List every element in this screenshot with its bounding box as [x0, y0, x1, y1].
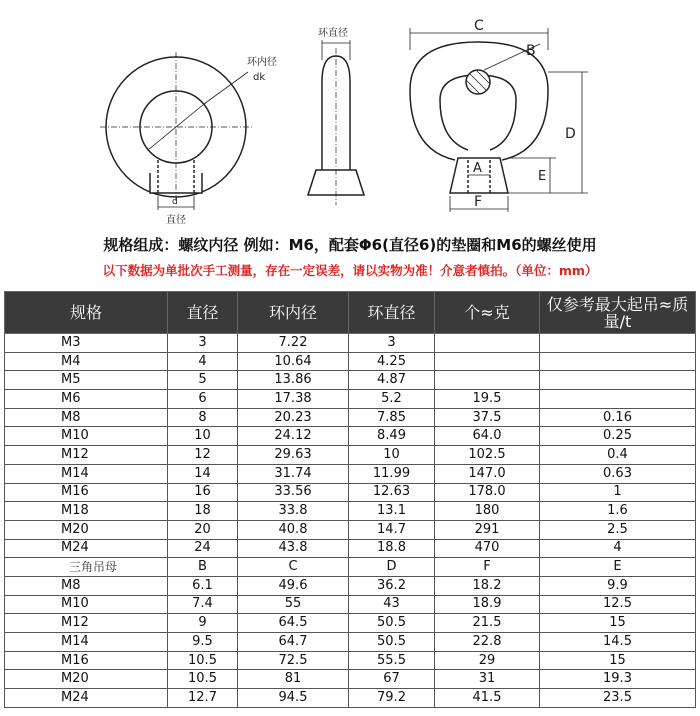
- dk-label: dk: [253, 72, 266, 83]
- table-cell: 14.7: [349, 520, 435, 539]
- table-cell: M18: [5, 502, 168, 521]
- table-cell: 6: [168, 390, 238, 409]
- table-cell: 55.5: [349, 651, 435, 670]
- table-cell: 43: [349, 595, 435, 614]
- table-body: [5, 334, 696, 708]
- table-cell: 10.5: [168, 670, 238, 689]
- table-cell: 14: [168, 464, 238, 483]
- table-cell: 291: [435, 520, 540, 539]
- table-cell: 16: [168, 483, 238, 502]
- table-cell: 12.5: [540, 595, 696, 614]
- table-cell: [540, 334, 696, 353]
- table-row: [5, 576, 696, 595]
- dim-e-label: E: [538, 169, 547, 184]
- header-spec: 规格: [5, 292, 168, 334]
- table-cell: M14: [5, 633, 168, 652]
- header-diameter: 直径: [168, 292, 238, 334]
- table-cell: M8: [5, 576, 168, 595]
- table-cell: M8: [5, 408, 168, 427]
- table-cell: 94.5: [238, 689, 349, 708]
- table-cell: 40.8: [238, 520, 349, 539]
- table-cell: 10: [168, 427, 238, 446]
- d-label: d: [172, 197, 178, 207]
- table-cell: 9.9: [540, 576, 696, 595]
- table-cell: 64.5: [238, 614, 349, 633]
- table-cell: 50.5: [349, 614, 435, 633]
- table-cell: 37.5: [435, 408, 540, 427]
- table-cell: 8.49: [349, 427, 435, 446]
- table-cell: 9.5: [168, 633, 238, 652]
- table-row: [5, 520, 696, 539]
- table-row: [5, 483, 696, 502]
- table-cell: 12.63: [349, 483, 435, 502]
- eye-nut-technical-drawing: [0, 0, 700, 232]
- dim-d-label: D: [565, 126, 576, 142]
- table-cell: 29: [435, 651, 540, 670]
- table-cell: 180: [435, 502, 540, 521]
- table-cell: 1.6: [540, 502, 696, 521]
- table-cell: 55: [238, 595, 349, 614]
- diameter-label: 直径: [166, 215, 186, 226]
- table-cell: 7.85: [349, 408, 435, 427]
- table-cell: 41.5: [435, 689, 540, 708]
- table-cell: [435, 352, 540, 371]
- table-cell: M10: [5, 427, 168, 446]
- table-cell: 64.7: [238, 633, 349, 652]
- table-cell: 0.4: [540, 446, 696, 465]
- table-row: [5, 464, 696, 483]
- table-cell: 10.64: [238, 352, 349, 371]
- table-cell: 18.2: [435, 576, 540, 595]
- triangle-subheader-row: [5, 558, 696, 577]
- table-cell: 33.56: [238, 483, 349, 502]
- table-cell: 17.38: [238, 390, 349, 409]
- table-row: [5, 614, 696, 633]
- table-row: [5, 633, 696, 652]
- table-cell: B: [168, 558, 238, 577]
- table-cell: 147.0: [435, 464, 540, 483]
- table-cell: 178.0: [435, 483, 540, 502]
- spec-table: [4, 291, 696, 708]
- table-cell: M4: [5, 352, 168, 371]
- table-cell: 7.22: [238, 334, 349, 353]
- table-cell: [540, 371, 696, 390]
- table-cell: 23.5: [540, 689, 696, 708]
- table-cell: M12: [5, 614, 168, 633]
- front-view: [100, 52, 252, 210]
- table-cell: 21.5: [435, 614, 540, 633]
- dim-c-label: C: [474, 18, 484, 34]
- table-row: [5, 539, 696, 558]
- table-cell: 81: [238, 670, 349, 689]
- side-view: [308, 40, 364, 205]
- table-cell: 10: [349, 446, 435, 465]
- table-cell: M5: [5, 371, 168, 390]
- table-row: [5, 446, 696, 465]
- table-cell: 3: [349, 334, 435, 353]
- table-cell: 7.4: [168, 595, 238, 614]
- table-cell: 13.1: [349, 502, 435, 521]
- table-cell: 24: [168, 539, 238, 558]
- table-cell: 1: [540, 483, 696, 502]
- inner-diameter-label: 环内径: [247, 57, 277, 68]
- table-row: [5, 670, 696, 689]
- table-cell: 43.8: [238, 539, 349, 558]
- table-cell: 4: [168, 352, 238, 371]
- ring-diameter-label: 环直径: [318, 28, 348, 39]
- table-cell: 102.5: [435, 446, 540, 465]
- table-cell: 4.25: [349, 352, 435, 371]
- table-row: [5, 689, 696, 708]
- table-cell: 13.86: [238, 371, 349, 390]
- table-cell: 18.8: [349, 539, 435, 558]
- table-row: [5, 427, 696, 446]
- table-cell: 22.8: [435, 633, 540, 652]
- table-row: [5, 334, 696, 353]
- table-cell: 64.0: [435, 427, 540, 446]
- table-cell: D: [349, 558, 435, 577]
- table-cell: [540, 390, 696, 409]
- table-cell: 三角吊母: [5, 558, 168, 577]
- header-inner-diameter: 环内径: [238, 292, 349, 334]
- table-cell: 29.63: [238, 446, 349, 465]
- table-row: [5, 651, 696, 670]
- table-cell: 20: [168, 520, 238, 539]
- table-cell: M6: [5, 390, 168, 409]
- table-cell: M20: [5, 520, 168, 539]
- table-cell: 19.3: [540, 670, 696, 689]
- table-cell: 36.2: [349, 576, 435, 595]
- table-cell: [435, 334, 540, 353]
- header-weight: 个≈克: [435, 292, 540, 334]
- table-header-row: [5, 292, 696, 334]
- table-cell: 18.9: [435, 595, 540, 614]
- table-cell: 4.87: [349, 371, 435, 390]
- table-cell: 2.5: [540, 520, 696, 539]
- table-cell: 5: [168, 371, 238, 390]
- header-max-load: 仅参考最大起吊≈质量/t: [540, 292, 696, 334]
- table-cell: 19.5: [435, 390, 540, 409]
- table-cell: M14: [5, 464, 168, 483]
- table-cell: 0.63: [540, 464, 696, 483]
- table-row: [5, 390, 696, 409]
- spec-headline: 规格组成：螺纹内径 例如：M6，配套Φ6(直径6)的垫圈和M6的螺丝使用: [103, 236, 597, 254]
- dim-a-label: A: [473, 161, 482, 176]
- table-cell: M24: [5, 689, 168, 708]
- table-cell: 0.25: [540, 427, 696, 446]
- table-cell: 0.16: [540, 408, 696, 427]
- table-cell: M12: [5, 446, 168, 465]
- table-cell: 12: [168, 446, 238, 465]
- table-row: [5, 352, 696, 371]
- table-cell: 4: [540, 539, 696, 558]
- table-cell: M10: [5, 595, 168, 614]
- table-cell: 470: [435, 539, 540, 558]
- table-cell: 9: [168, 614, 238, 633]
- table-cell: 11.99: [349, 464, 435, 483]
- table-cell: 49.6: [238, 576, 349, 595]
- table-cell: M3: [5, 334, 168, 353]
- table-cell: 14.5: [540, 633, 696, 652]
- table-cell: C: [238, 558, 349, 577]
- table-cell: 72.5: [238, 651, 349, 670]
- table-cell: 5.2: [349, 390, 435, 409]
- table-cell: M24: [5, 539, 168, 558]
- table-cell: 15: [540, 614, 696, 633]
- measurement-notice: 以下数据为单批次手工测量，存在一定误差，请以实物为准！介意者慎拍。（单位：mm）: [102, 263, 598, 278]
- table-cell: 67: [349, 670, 435, 689]
- table-cell: M16: [5, 651, 168, 670]
- table-cell: 18: [168, 502, 238, 521]
- dim-f-label: F: [474, 194, 483, 210]
- table-cell: E: [540, 558, 696, 577]
- table-cell: 31.74: [238, 464, 349, 483]
- table-cell: [435, 371, 540, 390]
- table-row: [5, 371, 696, 390]
- table-cell: 79.2: [349, 689, 435, 708]
- table-cell: 31: [435, 670, 540, 689]
- triangle-view: [410, 28, 588, 212]
- table-cell: 20.23: [238, 408, 349, 427]
- table-cell: 3: [168, 334, 238, 353]
- table-cell: 15: [540, 651, 696, 670]
- table-cell: 10.5: [168, 651, 238, 670]
- table-cell: 33.8: [238, 502, 349, 521]
- dim-b-label: B: [526, 43, 536, 59]
- table-cell: M16: [5, 483, 168, 502]
- table-cell: F: [435, 558, 540, 577]
- table-row: [5, 595, 696, 614]
- table-cell: M20: [5, 670, 168, 689]
- table-cell: 6.1: [168, 576, 238, 595]
- table-cell: 50.5: [349, 633, 435, 652]
- header-ring-diameter: 环直径: [349, 292, 435, 334]
- table-cell: 8: [168, 408, 238, 427]
- table-cell: 12.7: [168, 689, 238, 708]
- table-cell: 24.12: [238, 427, 349, 446]
- table-row: [5, 502, 696, 521]
- table-row: [5, 408, 696, 427]
- table-cell: [540, 352, 696, 371]
